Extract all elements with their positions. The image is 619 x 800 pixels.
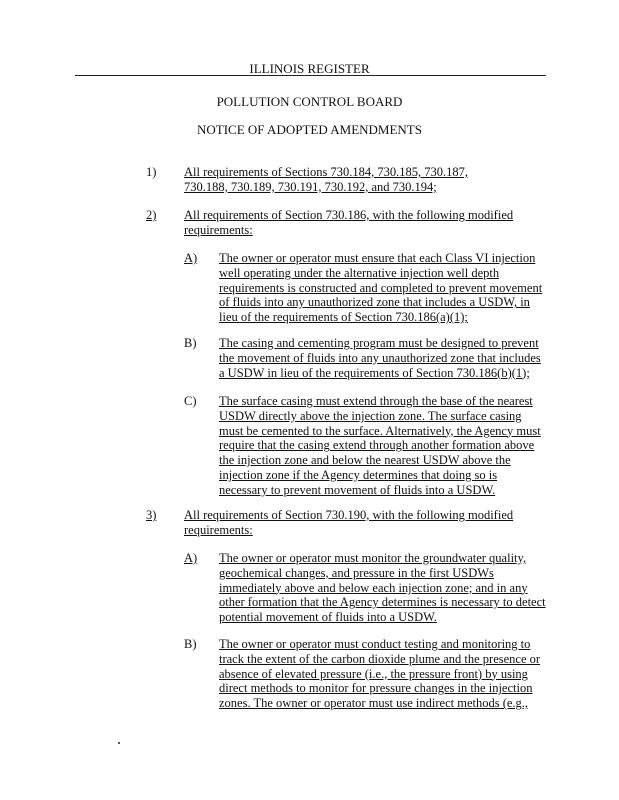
item-2-text: All requirements of Section 730.186, with the following modified requirements: bbox=[184, 208, 514, 237]
item-3a-number: A) bbox=[184, 551, 198, 565]
item-3b-number: B) bbox=[184, 637, 197, 651]
item-2a-text: The owner or operator must ensure that each Class VI injection well operating under the alternative injection well depth requirements is constructed and completed to prevent movement of fluids into any unauthorized zone that includes a USDW, in lieu of the requirements of Section 730.186(a)(1); bbox=[219, 251, 543, 325]
item-2-number: 2) bbox=[146, 208, 157, 222]
item-3-number: 3) bbox=[146, 508, 157, 522]
scan-speck bbox=[118, 742, 120, 744]
item-2a-number: A) bbox=[184, 251, 198, 265]
item-3b-text: The owner or operator must conduct testing and monitoring to track the extent of the carbon dioxide plume and the presence or absence of elevated pressure (i.e., the pressure front) by using direct methods to monitor for pressure changes in the injection zones. The owner or operator must use indirect methods (e.g., bbox=[219, 637, 541, 711]
item-2b-text: The casing and cementing program must be designed to prevent the movement of fluids into any unauthorized zone that includes a USDW in lieu of the requirements of Section 730.186(b)(1); bbox=[219, 336, 541, 380]
item-1-text: All requirements of Sections 730.184, 730.185, 730.187, 730.188, 730.189, 730.191, 730.192, and 730.194; bbox=[184, 165, 468, 194]
item-1-number: 1) bbox=[146, 165, 157, 179]
notice-title: NOTICE OF ADOPTED AMENDMENTS bbox=[197, 122, 422, 137]
item-2c-number: C) bbox=[184, 394, 197, 408]
item-3-text: All requirements of Section 730.190, with the following modified requirements: bbox=[184, 508, 514, 537]
item-3a-text: The owner or operator must monitor the groundwater quality, geochemical changes, and pressure in the first USDWs immediately above and below each injection zone; and in any other formation that the Agency determines is necessary to detect potential movement of fluids into a USDW. bbox=[219, 551, 546, 625]
item-2b-number: B) bbox=[184, 336, 197, 350]
item-2c-text: The surface casing must extend through the base of the nearest USDW directly above the injection zone. The surface casing must be cemented to the surface. Alternatively, the Agency must require that the casing extend through another formation above the injection zone and below the nearest USDW above the injection zone if the Agency determines that doing so is necessary to prevent movement of fluids into a USDW. bbox=[219, 394, 541, 497]
register-title: ILLINOIS REGISTER bbox=[249, 61, 370, 76]
board-name: POLLUTION CONTROL BOARD bbox=[216, 94, 403, 109]
